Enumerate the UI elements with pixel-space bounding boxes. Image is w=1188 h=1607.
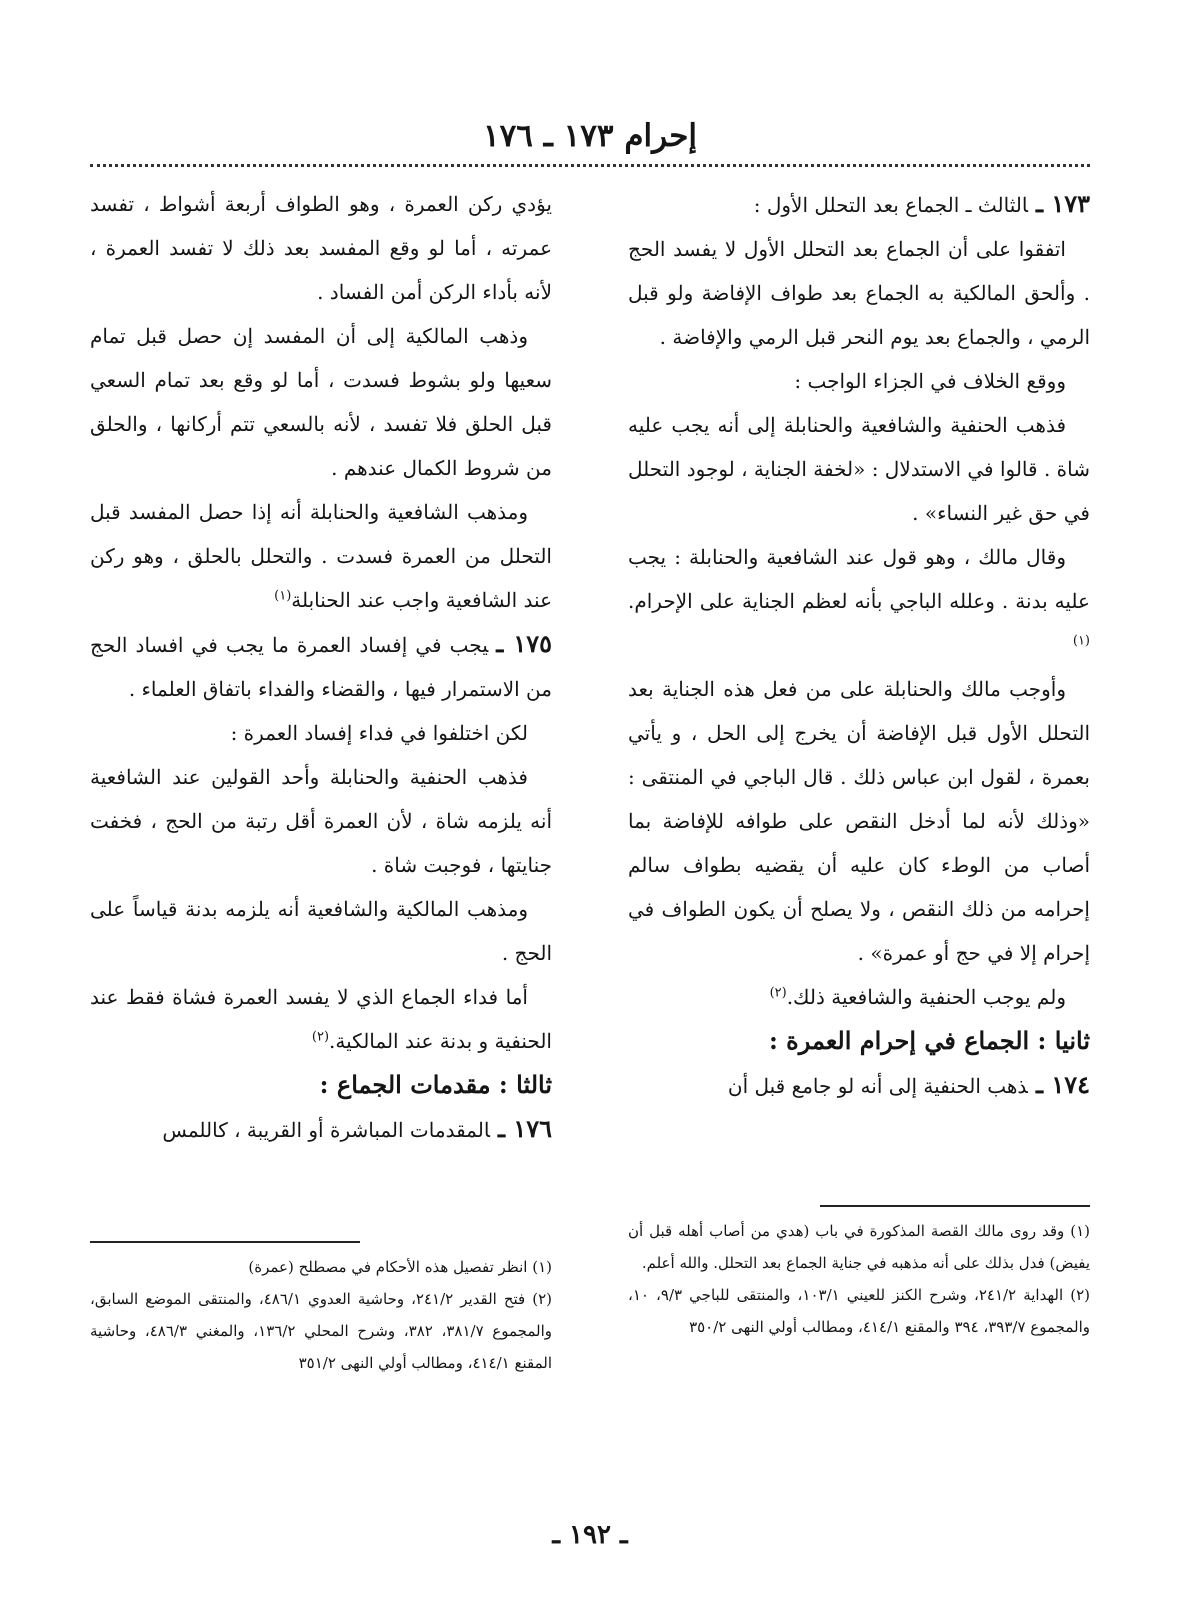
footnote: (٢) الهداية ٢٤١/٢، وشرح الكنز للعيني ١٠٣/١، والمنتقى للباجي ٩/٣، ١٠، والمجموع ٣٩٣/٧، ٣٩٤ والمقنع ٤١٤/١، ومطالب أولي النهى ٣٥٠/٢: [628, 1286, 1090, 1336]
left-column: [90, 182, 552, 1152]
footnote-ref: (١): [274, 588, 292, 604]
footnote: (٢) فتح القدير ٢٤١/٢، وحاشية العدوي ٤٨٦/١، والمنتقى الموضع السابق، والمجموع ٣٨١/٧، ٣٨٢، وشرح المحلي ١٣٦/٢، والمغني ٤٨٦/٣، وحاشية المقنع ٤١٤/١، ومطالب أولي النهى ٣٥١/٢: [90, 1290, 553, 1372]
paragraph-174: [628, 1063, 1090, 1108]
paragraph-173-title: [628, 182, 1090, 227]
paragraph: وذهب المالكية إلى أن المفسد إن حصل قبل تمام سعيها ولو بشوط فسدت ، أما لو وقع بعد تمام السعي قبل الحلق فلا تفسد ، لأنه بالسعي تتم أركانها ، والحلق من شروط الكمال عندهم .: [90, 324, 552, 480]
footnote-divider: [90, 1241, 360, 1243]
paragraph-175: [90, 622, 552, 711]
right-column: [628, 182, 1090, 1108]
section-heading: ثالثا : مقدمات الجماع :: [319, 1070, 552, 1099]
footnotes-right: [628, 1215, 1090, 1343]
paragraph: ومذهب المالكية والشافعية أنه يلزمه بدنة قياساً على الحج .: [90, 897, 552, 965]
header-divider: [90, 164, 1090, 167]
section-heading: ثانيا : الجماع في إحرام العمرة :: [768, 1026, 1090, 1055]
page-number: ـ ١٩٢ ـ: [552, 1520, 628, 1550]
paragraph: ووقع الخلاف في الجزاء الواجب :: [794, 369, 1066, 393]
paragraph: لكن اختلفوا في فداء إفساد العمرة :: [230, 721, 528, 745]
paragraph-176: [90, 1107, 552, 1152]
section-title-third: الثالث ـ الجماع بعد التحلل الأول :: [753, 193, 1028, 217]
paragraph: وأوجب مالك والحنابلة على من فعل هذه الجناية بعد التحلل الأول قبل الإفاضة أن يخرج إلى الحل ، و يأتي بعمرة ، لقول ابن عباس ذلك . قال الباجي في المنتقى : «وذلك لأنه لما أدخل النقص على طوافه للإفاضة بما أصاب من الوطء كان عليه أن يقضيه بطواف سالم إحرامه من ذلك النقص ، ولا يصلح أن يكون الطواف في إحرام إلا في حج أو عمرة» .: [628, 677, 1090, 965]
paragraph-text: ومذهب الشافعية والحنابلة أنه إذا حصل المفسد قبل التحلل من العمرة فسدت . والتحلل بالحلق ، وهو ركن عند الشافعية واجب عند الحنابلة: [90, 500, 552, 612]
paragraph-text: أما فداء الجماع الذي لا يفسد العمرة فشاة فقط عند الحنفية و بدنة عند المالكية.: [90, 985, 552, 1053]
paragraph-text: ولم يوجب الحنفية والشافعية ذلك.: [786, 985, 1066, 1009]
paragraph-text: يجب في إفساد العمرة ما يجب في افساد الحج من الاستمرار فيها ، والقضاء والفداء باتفاق العلماء .: [90, 633, 552, 701]
paragraph: فذهب الحنفية والشافعية والحنابلة إلى أنه يجب عليه شاة . قالوا في الاستدلال : «لخفة الجناية ، لوجود التحلل في حق غير النساء» .: [628, 413, 1090, 525]
paragraph-number-175: ١٧٥ ـ: [496, 629, 552, 658]
paragraph: فذهب الحنفية والحنابلة وأحد القولين عند الشافعية أنه يلزمه شاة ، لأن العمرة أقل رتبة من الحج ، فخفت جنايتها ، فوجبت شاة .: [90, 765, 552, 877]
paragraph: [628, 535, 1090, 667]
footnote-ref: (١): [1072, 633, 1090, 649]
paragraph-text: المقدمات المباشرة أو القريبة ، كاللمس: [162, 1118, 490, 1142]
paragraph: اتفقوا على أن الجماع بعد التحلل الأول لا يفسد الحج . وألحق المالكية به الجماع بعد طواف الإفاضة ولو قبل الرمي ، والجماع بعد يوم النحر قبل الرمي والإفاضة .: [628, 237, 1091, 349]
paragraph-number-173: ١٧٣ ـ: [1035, 189, 1090, 218]
paragraph-number-174: ١٧٤ ـ: [1035, 1070, 1090, 1099]
paragraph: يؤدي ركن العمرة ، وهو الطواف أربعة أشواط ، تفسد عمرته ، أما لو وقع المفسد بعد ذلك لا تفسد العمرة ، لأنه بأداء الركن أمن الفساد .: [90, 192, 552, 304]
paragraph: [90, 490, 552, 622]
paragraph-number-176: ١٧٦ ـ: [497, 1114, 552, 1143]
paragraph: [628, 975, 1090, 1019]
footnotes-left: [90, 1251, 552, 1379]
footnote-ref: (٢): [769, 985, 787, 1001]
running-header: إحرام ١٧٣ ـ ١٧٦: [482, 118, 698, 154]
footnote: (١) انظر تفصيل هذه الأحكام في مصطلح (عمرة): [248, 1258, 552, 1276]
page: [90, 100, 1090, 1580]
paragraph-text: وقال مالك ، وهو قول عند الشافعية والحنابلة : يجب عليه بدنة . وعلله الباجي بأنه لعظم الجناية على الإحرام.: [628, 545, 1090, 613]
footnote-ref: (٢): [311, 1029, 330, 1045]
footnote-divider: [820, 1205, 1090, 1207]
paragraph-text: ذهب الحنفية إلى أنه لو جامع قبل أن: [727, 1074, 1028, 1098]
footnote: (١) وقد روى مالك القصة المذكورة في باب (هدي من أصاب أهله قبل أن يفيض) فدل بذلك على أنه مذهبه في جناية الجماع بعد التحلل. والله أعلم.: [628, 1222, 1090, 1272]
paragraph: [90, 975, 552, 1063]
